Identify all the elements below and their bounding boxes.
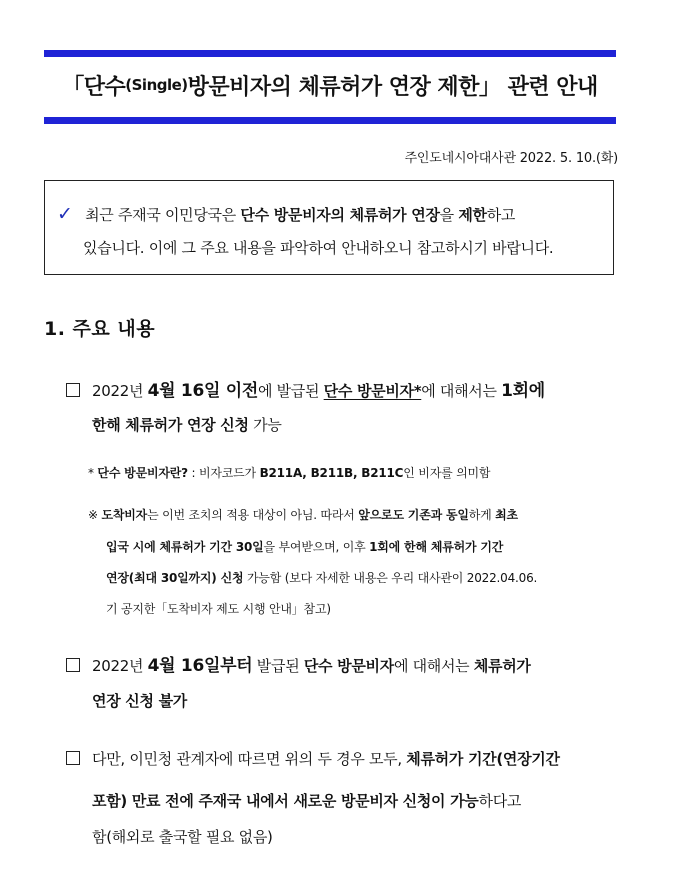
item-1-line-1 (66, 376, 545, 401)
note-l1-e: 최초 (495, 508, 518, 522)
note-l2-b: 을 부여받으며, 이후 (263, 540, 370, 554)
note-line-2 (106, 538, 503, 555)
item-3-line-2 (92, 790, 521, 811)
note-l3-b: 가능함 (보다 자세한 내용은 우리 대사관이 2022.04.06. (243, 571, 538, 585)
note-l1-c: 앞으로도 기존과 동일 (358, 508, 469, 522)
checkbox-square-icon (66, 751, 80, 765)
summary-text-b: 단수 방문비자의 체류허가 연장 (240, 206, 440, 224)
note-l1-a: 도착비자 (101, 508, 148, 522)
note-l3-a: 연장(최대 30일까지) 신청 (106, 571, 244, 585)
item1-l2-a: 한해 체류허가 연장 신청 (92, 416, 249, 434)
footnote-e: 인 비자를 의미함 (403, 466, 491, 480)
item3-a: 다만, 이민청 관계자에 따르면 위의 두 경우 모두, (92, 750, 407, 768)
note-l1-b: 는 이번 조치의 적용 대상이 아님. 따라서 (147, 508, 359, 522)
footnote-a: * (88, 466, 98, 480)
summary-line-1 (57, 203, 515, 225)
item2-e: 에 대해서는 (393, 657, 474, 675)
title-rest: 방문비자의 체류허가 연장 제한」 관련 안내 (187, 74, 598, 100)
footnote (88, 464, 490, 481)
note-l2-c: 1회에 한해 체류허가 기간 (369, 540, 504, 554)
footnote-d: B211A, B211B, B211C (259, 466, 404, 480)
note-mark: ※ (88, 508, 102, 522)
item1-a: 2022년 (92, 382, 148, 400)
item2-c: 발급된 (252, 657, 304, 675)
note-line-1 (88, 506, 518, 523)
summary-text-a: 최근 주재국 이민당국은 (85, 206, 241, 224)
item2-d: 단수 방문비자 (303, 657, 394, 675)
item2-f: 체류허가 (473, 657, 531, 675)
item-2-line-1 (66, 651, 531, 676)
item-3-line-3: 함(해외로 출국할 필요 없음) (92, 828, 273, 846)
item2-b: 4월 16일부터 (147, 656, 253, 676)
item1-c: 에 발급된 (257, 382, 324, 400)
summary-text-d: 제한 (458, 206, 487, 224)
section-heading: 1. 주요 내용 (44, 318, 156, 340)
item3-l2-b: 하다고 (478, 792, 522, 810)
note-l2-a: 입국 시에 체류허가 기간 30일 (106, 540, 264, 554)
checkbox-square-icon (66, 658, 80, 672)
title-open: 「단수 (62, 74, 126, 100)
item1-e: 에 대해서는 (421, 382, 502, 400)
note-l1-d: 하게 (468, 508, 496, 522)
item1-f: 1회에 (501, 381, 545, 401)
title-bottom-rule (44, 117, 616, 124)
checkbox-square-icon (66, 383, 80, 397)
note-line-3 (106, 569, 537, 586)
footnote-c: : 비자코드가 (187, 466, 260, 480)
item3-l2-a: 포함) 만료 전에 주재국 내에서 새로운 방문비자 신청이 가능 (92, 792, 479, 810)
item1-l2-b: 가능 (248, 416, 282, 434)
item-2-line-2: 연장 신청 불가 (92, 692, 187, 710)
footnote-b: 단수 방문비자란? (97, 466, 188, 480)
item2-a: 2022년 (92, 657, 148, 675)
title-single: (Single) (125, 76, 188, 94)
summary-box (44, 180, 614, 275)
item-1-line-2 (92, 414, 282, 435)
item3-b: 체류허가 기간(연장기간 (406, 750, 560, 768)
check-icon: ✓ (57, 203, 73, 225)
item1-b: 4월 16일 이전 (147, 381, 258, 401)
summary-text-c: 을 (439, 206, 459, 224)
title-top-rule (44, 50, 616, 57)
item-3-line-1 (66, 748, 560, 769)
summary-line-2: 있습니다. 이에 그 주요 내용을 파악하여 안내하오니 참고하시기 바랍니다. (83, 239, 554, 257)
summary-text-e: 하고 (486, 206, 516, 224)
page-title (44, 64, 616, 106)
note-line-4: 기 공지한「도착비자 제도 시행 안내」참고) (106, 602, 331, 616)
item1-d: 단수 방문비자* (323, 382, 422, 400)
issuer-date: 주인도네시아대사관 2022. 5. 10.(화) (404, 151, 618, 166)
